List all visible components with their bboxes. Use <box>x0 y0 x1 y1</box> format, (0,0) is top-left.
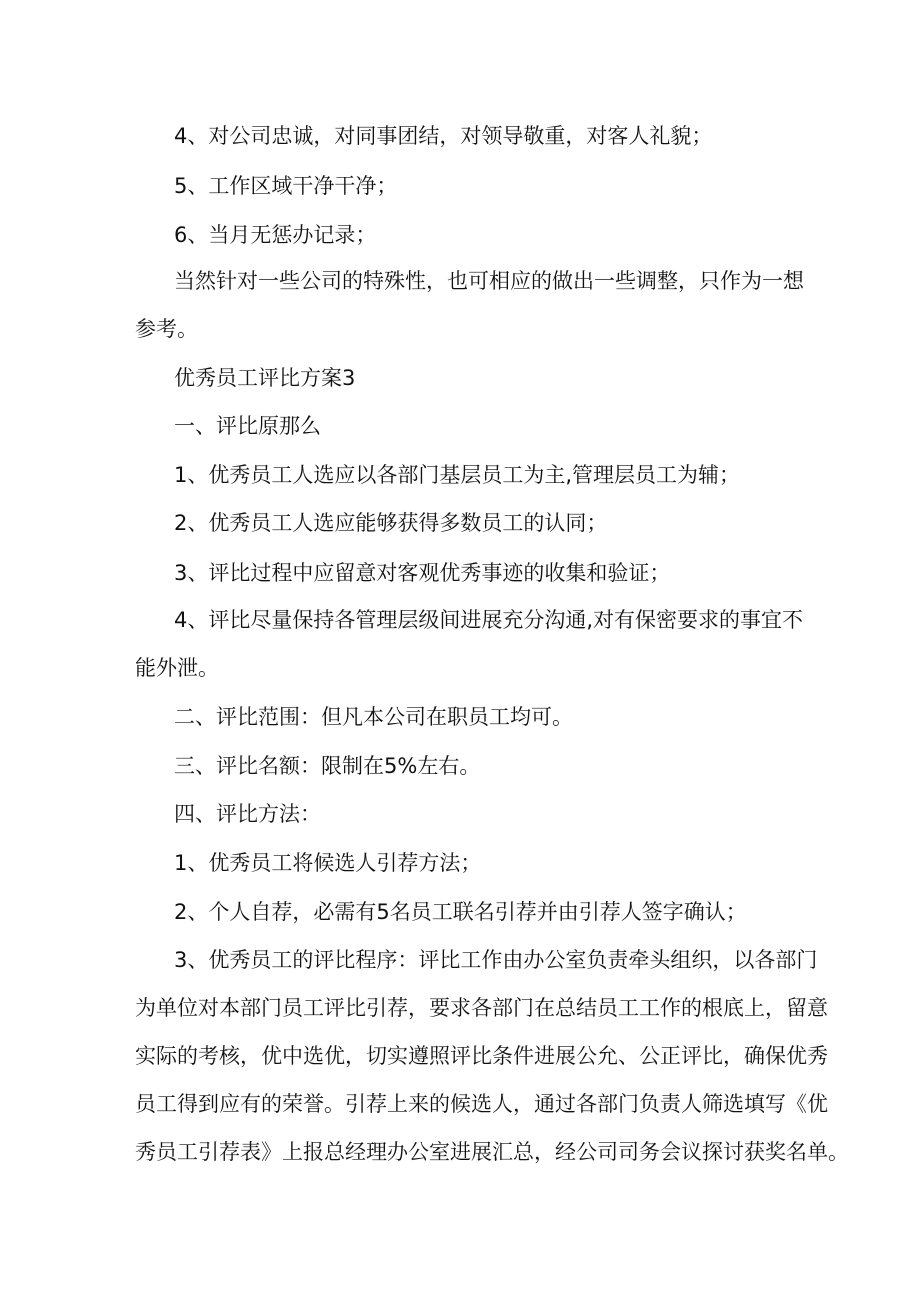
paragraph-line-4: 当然针对一些公司的特殊性，也可相应的做出一些调整，只作为一想 <box>174 269 804 293</box>
paragraph-line-15: 四、评比方法： <box>174 802 321 826</box>
section-heading: 优秀员工评比方案3 <box>174 366 356 390</box>
paragraph-line-3: 6、当月无惩办记录； <box>174 223 377 247</box>
paragraph-line-20: 实际的考核，优中选优，切实遵照评比条件进展公允、公正评比，确保优秀 <box>135 1044 828 1068</box>
paragraph-line-18: 3、优秀员工的评比程序：评比工作由办公室负责牵头组织，以各部门 <box>174 948 818 972</box>
paragraph-line-12: 能外泄。 <box>135 656 219 680</box>
paragraph-line-5: 参考。 <box>135 317 198 341</box>
paragraph-line-11: 4、评比尽量保持各管理层级间进展充分沟通,对有保密要求的事宜不 <box>174 608 804 632</box>
paragraph-line-22: 秀员工引荐表》上报总经理办公室进展汇总，经公司司务会议探讨获奖名单。 <box>135 1140 849 1164</box>
paragraph-line-8: 1、优秀员工人选应以各部门基层员工为主,管理层员工为辅； <box>174 463 741 487</box>
paragraph-line-14: 三、评比名额：限制在5%左右。 <box>174 754 481 778</box>
paragraph-line-1: 4、对公司忠诚，对同事团结，对领导敬重，对客人礼貌； <box>174 124 713 148</box>
paragraph-line-17: 2、个人自荐，必需有5名员工联名引荐并由引荐人签字确认； <box>174 900 747 924</box>
paragraph-line-16: 1、优秀员工将候选人引荐方法； <box>174 851 482 875</box>
paragraph-line-19: 为单位对本部门员工评比引荐，要求各部门在总结员工工作的根底上，留意 <box>135 996 828 1020</box>
paragraph-line-9: 2、优秀员工人选应能够获得多数员工的认同； <box>174 511 608 535</box>
paragraph-line-2: 5、工作区域干净干净； <box>174 174 398 198</box>
paragraph-line-13: 二、评比范围：但凡本公司在职员工均可。 <box>174 705 573 729</box>
paragraph-line-10: 3、评比过程中应留意对客观优秀事迹的收集和验证； <box>174 561 671 585</box>
paragraph-line-21: 员工得到应有的荣誉。引荐上来的候选人，通过各部门负责人筛选填写《优 <box>135 1092 828 1116</box>
paragraph-line-7: 一、评比原那么 <box>174 414 321 438</box>
